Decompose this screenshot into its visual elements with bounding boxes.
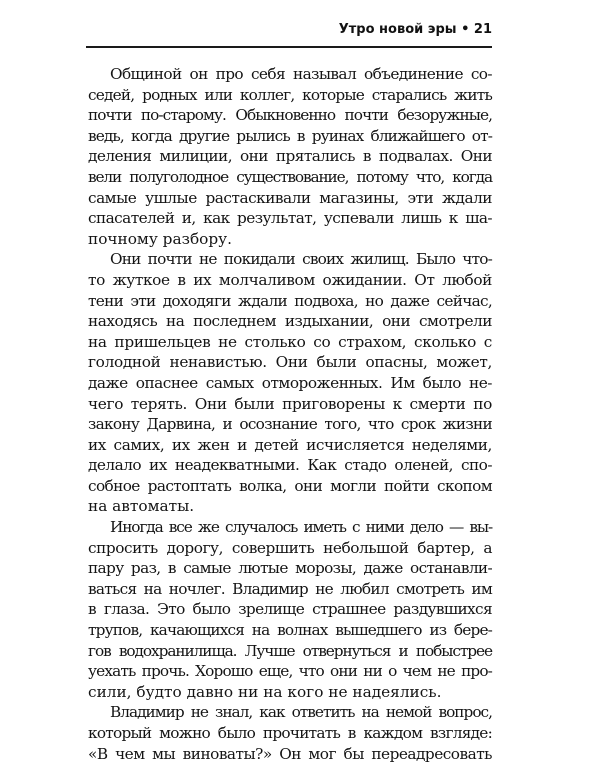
text-line: в глаза. Это было зрелище страшнее раздувшихся (88, 600, 492, 619)
text-line: гов водохранилища. Лучше отвернуться и побыстрее (88, 641, 492, 660)
text-line: Общиной он про себя называл объединение со- (110, 65, 492, 83)
text-line: трупов, качающихся на волнах вышедшего из бере- (88, 621, 492, 640)
text-line: тени эти доходяги ждали подвоха, но даже сейчас, (88, 291, 492, 310)
text-line: делало их неадекватными. Как стадо оленей, спо- (88, 456, 492, 475)
text-line: на пришельцев не столько со страхом, сколько с (88, 332, 492, 351)
text-line: самые ушлые растаскивали магазины, эти ждали (88, 188, 492, 207)
text-line: пару раз, в самые лютые морозы, даже останавли- (88, 559, 492, 578)
paragraph (88, 702, 492, 764)
text-line: находясь на последнем издыхании, они смотрели (88, 312, 492, 331)
text-line: «В чем мы виноваты?» Он мог бы переадресовать (88, 744, 492, 763)
text-line: сили, будто давно ни на кого не надеялись. (88, 682, 442, 701)
text-line: даже опаснее самых отмороженных. Им было не- (88, 373, 492, 392)
text-line: Владимир не знал, как ответить на немой вопрос, (110, 703, 492, 722)
paragraph (88, 517, 492, 702)
paragraph (88, 249, 492, 517)
text-line: их самих, их жен и детей исчисляется неделями, (88, 435, 492, 454)
text-line: который можно было прочитать в каждом взгляде: (88, 724, 492, 742)
page-number: 21 (473, 22, 492, 37)
text-line: то жуткое в их молчаливом ожидании. От любой (88, 270, 492, 289)
text-line: Они почти не покидали своих жилищ. Было что- (110, 250, 492, 269)
text-line: спросить дорогу, совершить небольшой бартер, а (88, 538, 492, 557)
text-line: голодной ненавистью. Они были опасны, может, (88, 353, 492, 372)
running-header (86, 22, 492, 42)
running-title: Утро новой эры (338, 22, 457, 37)
text-line: на автоматы. (88, 497, 195, 516)
text-line: спасателей и, как результат, успевали лишь к ша- (88, 209, 492, 228)
header-rule (86, 46, 492, 48)
body-text (88, 64, 492, 764)
text-line: закону Дарвина, и осознание того, что срок жизни (88, 415, 492, 434)
text-line: седей, родных или коллег, которые старались жить (88, 85, 492, 104)
text-line: деления милиции, они прятались в подвалах. Они (88, 147, 492, 166)
header-separator: • (461, 22, 470, 37)
text-line: уехать прочь. Хорошо еще, что они ни о чем не про- (88, 662, 492, 681)
text-line: собное растоптать волка, они могли пойти скопом (88, 476, 492, 495)
text-line: чего терять. Они были приговорены к смерти по (88, 394, 492, 413)
text-line: вели полуголодное существование, потому что, когда (88, 167, 492, 186)
text-line: Иногда все же случалось иметь с ними дело — вы- (110, 518, 492, 537)
paragraph (88, 64, 492, 249)
text-line: ведь, когда другие рылись в руинах ближайшего от- (88, 126, 492, 145)
text-line: почному разбору. (88, 229, 233, 248)
text-line: почти по-старому. Обыкновенно почти безоружные, (88, 106, 492, 125)
text-line: ваться на ночлег. Владимир не любил смотреть им (88, 579, 492, 598)
